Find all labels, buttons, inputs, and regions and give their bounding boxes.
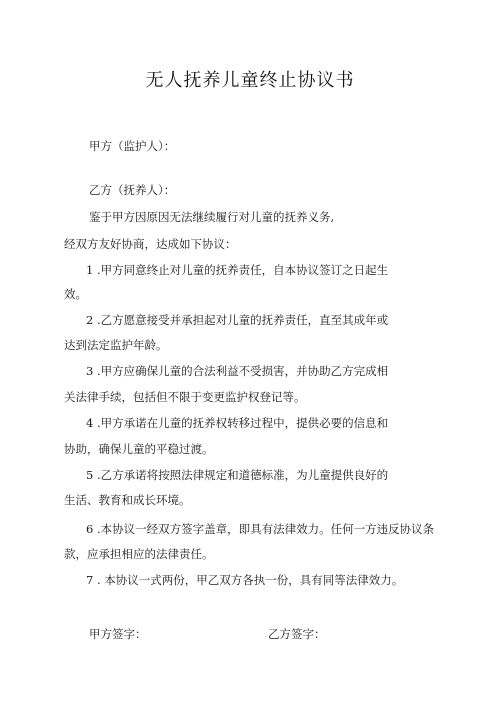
- clause-5-line-2: 生活、教育和成长环境。: [64, 493, 191, 507]
- clause-1-line-1: 1 .甲方同意终止对儿童的抚养责任，自本协议签订之日起生: [86, 263, 389, 277]
- clause-1-line-2: 效。: [64, 287, 87, 301]
- party-a-label: 甲方（监护人）：: [89, 139, 176, 153]
- clause-2-line-2: 达到法定监护年龄。: [64, 338, 168, 352]
- clause-7-line-1: 7 . 本协议一式两份，甲乙双方各执一份，具有同等法律效力。: [86, 573, 404, 587]
- clause-4-line-1: 4 .甲方承诺在儿童的抚养权转移过程中，提供必要的信息和: [86, 416, 389, 430]
- signature-a-label: 甲方签字：: [89, 627, 147, 641]
- clause-2-line-1: 2 .乙方愿意接受并承担起对儿童的抚养责任，直至其成年或: [86, 313, 389, 327]
- clause-4-line-2: 协助，确保儿童的平稳过渡。: [64, 442, 214, 456]
- clause-3-line-2: 关法律手续，包括但不限于变更监护权登记等。: [64, 390, 306, 404]
- clause-6-line-2: 款，应承担相应的法律责任。: [64, 547, 214, 561]
- clause-6-line-1: 6 .本协议一经双方签字盖章，即具有法律效力。任何一方违反协议条: [86, 522, 435, 536]
- preamble-line-1: 鉴于甲方因原因无法继续履行对儿童的抚养义务,: [89, 210, 335, 224]
- clause-5-line-1: 5 .乙方承诺将按照法律规定和道德标准，为儿童提供良好的: [86, 468, 389, 482]
- clause-3-line-1: 3 .甲方应确保儿童的合法利益不受损害，并协助乙方完成相: [86, 364, 389, 378]
- preamble-line-2: 经双方友好协商，达成如下协议：: [64, 237, 237, 251]
- signature-b-label: 乙方签字：: [268, 627, 326, 641]
- document-title: 无人抚养儿童终止协议书: [145, 70, 355, 91]
- party-b-label: 乙方（抚养人）：: [89, 183, 176, 197]
